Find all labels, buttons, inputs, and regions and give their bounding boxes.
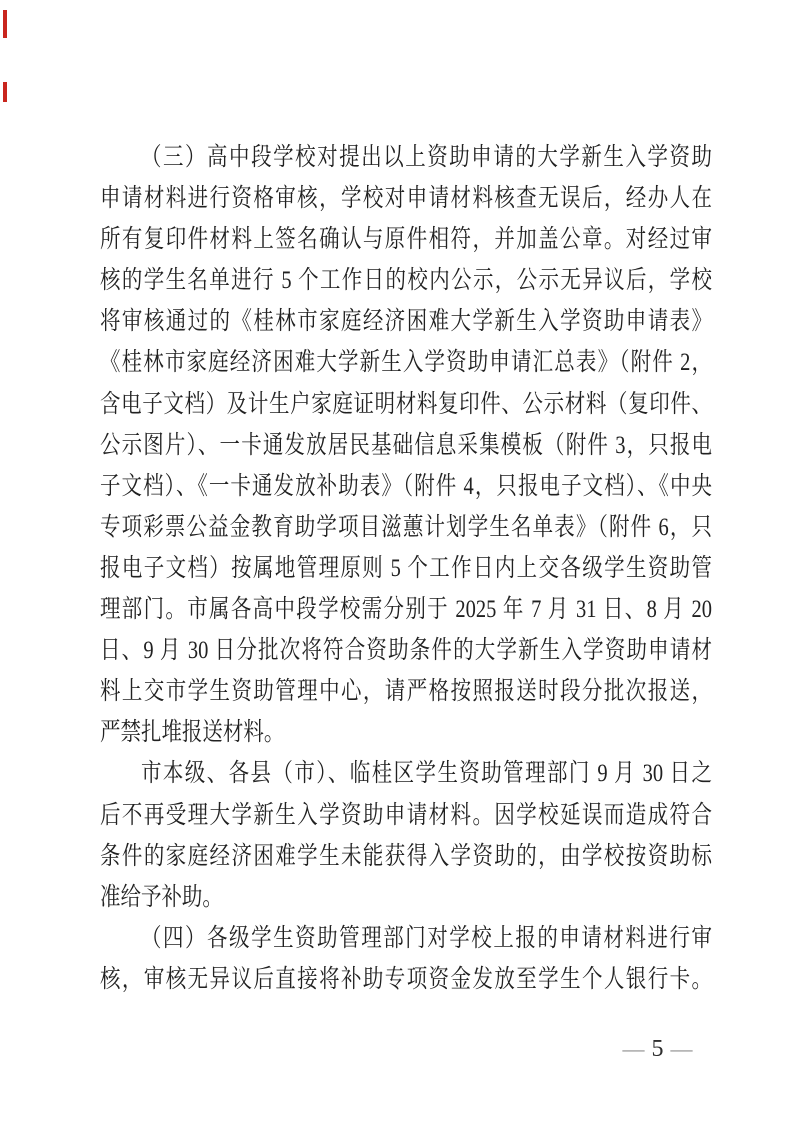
document-line: 后不再受理大学新生入学资助申请材料。因学校延误而造成符合 [100,801,713,829]
document-line: （三）高中段学校对提出以上资助申请的大学新生入学资助 [140,144,713,171]
document-line: 条件的家庭经济困难学生未能获得入学资助的，由学校按资助标 [100,842,713,870]
page-number-value: 5 [651,1036,664,1062]
document-line: 严禁扎堆报送材料。 [100,719,285,747]
document-line: 日、9 月 30 日分批次将符合资助条件的大学新生入学资助申请材 [100,637,713,665]
page-number-dash-left: — [622,1036,645,1061]
document-line: 市本级、各县（市）、临桂区学生资助管理部门 9 月 30 日之 [140,760,713,788]
document-line: 申请材料进行资格审核，学校对申请材料核查无误后，经办人在 [100,185,713,213]
document-line: 《桂林市家庭经济困难大学新生入学资助申请汇总表》（附件 2， [100,349,713,377]
page-number [595,1030,720,1068]
document-line: 所有复印件材料上签名确认与原件相符，并加盖公章。对经过审 [100,226,713,254]
document-line: 公示图片）、一卡通发放居民基础信息采集模板（附件 3，只报电 [100,431,713,459]
document-line: 专项彩票公益金教育助学项目滋蕙计划学生名单表》（附件 6，只 [100,513,713,541]
document-line: （四）各级学生资助管理部门对学校上报的申请材料进行审 [140,924,713,952]
document-line: 料上交市学生资助管理中心，请严格按照报送时段分批次报送， [100,678,713,706]
document-line: 将审核通过的《桂林市家庭经济困难大学新生入学资助申请表》 [100,308,713,336]
document-line: 报电子文档）按属地管理原则 5 个工作日内上交各级学生资助管 [100,554,713,582]
document-line: 核，审核无异议后直接将补助专项资金发放至学生个人银行卡。 [100,965,713,993]
document-line: 理部门。市属各高中段学校需分别于 2025 年 7 月 31 日、8 月 20 [100,596,713,624]
document-line: 准给予补助。 [100,883,223,911]
document-line: 含电子文档）及计生户家庭证明材料复印件、公示材料（复印件、 [100,390,713,418]
document-line: 子文档）、《一卡通发放补助表》（附件 4，只报电子文档）、《中央 [100,472,713,500]
document-line: 核的学生名单进行 5 个工作日的校内公示，公示无异议后，学校 [100,267,713,295]
page-number-dash-right: — [670,1036,693,1061]
document-body [100,137,800,1000]
red-edge-mark-bottom [3,82,7,102]
red-edge-mark-top [3,10,7,38]
